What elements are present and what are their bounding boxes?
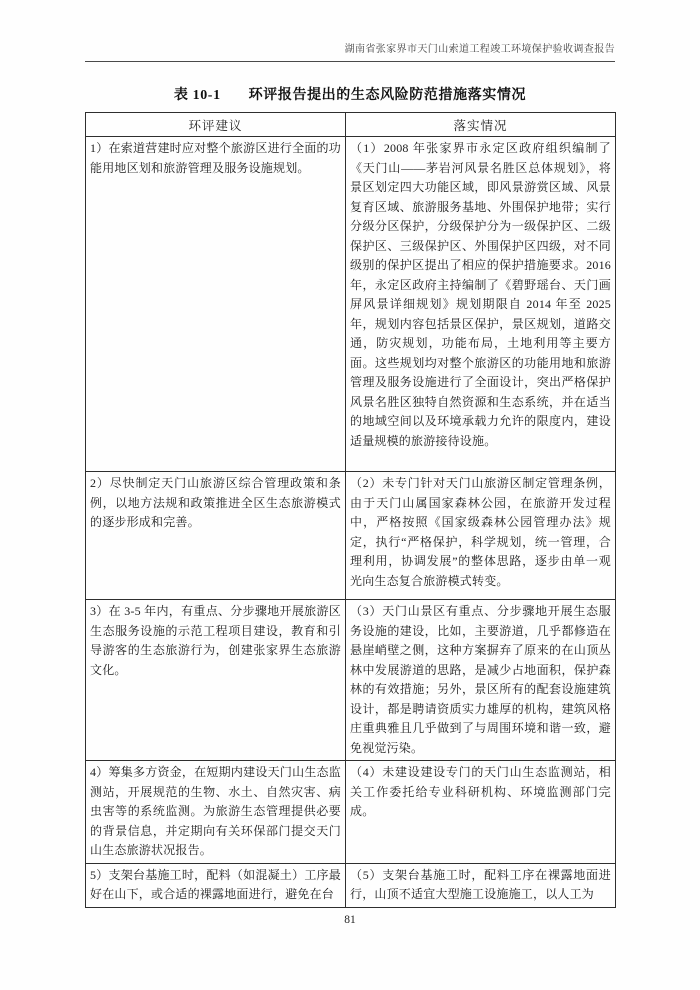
table-caption: 环评报告提出的生态风险防范措施落实情况 [248, 88, 527, 103]
running-header [85, 40, 615, 62]
suggestion-cell-1: 1）在索道营建时应对整个旅游区进行全面的功能用地区划和旅游管理及服务设施规划。 [86, 137, 346, 472]
table-row-2 [86, 472, 616, 600]
suggestion-cell-4: 4）筹集多方资金，在短期内建设天门山生态监测站，开展规范的生物、水土、自然灾害、病虫害等的系统监测。为旅游生态管理提供必要的背景信息，并定期向有关环保部门提交天门山生态旅游状况报告。 [86, 761, 346, 864]
table-header-row [86, 113, 616, 137]
table-row-3 [86, 600, 616, 761]
table-row-5 [86, 863, 616, 907]
implementation-cell-2: （2）未专门针对天门山旅游区制定管理条例，由于天门山属国家森林公园，在旅游开发过程中，严格按照《国家级森林公园管理办法》规定，执行“严格保护，科学规划，统一管理，合理利用，协调发展”的整体思路，逐步由单一观光向生态复合旅游模式转变。 [346, 472, 616, 600]
table-row-1 [86, 137, 616, 472]
implementation-cell-4: （4）未建设建设专门的天门山生态监测站，相关工作委托给专业科研机构、环境监测部门完成。 [346, 761, 616, 864]
table-title [0, 84, 700, 104]
implementation-cell-1: （1）2008 年张家界市永定区政府组织编制了《天门山——茅岩河风景名胜区总体规划》，将景区划定四大功能区域，即风景游赏区域、风景复育区域、旅游服务基地、外围保护地带；实行分级分区保护，分级保护分为一级保护区、二级保护区、三级保护区、外围保护区四级，对不同级别的保护区提出了相应的保护措施要求。2016 年，永定区政府主持编制了《碧野瑶台、天门画屏风景详细规划》规划期限自 2014 年至 2025 年，规划内容包括景区保护，景区规划，道路交通，防灾规划，功能布局，土地利用等主要方面。这些规划均对整个旅游区的功能用地和旅游管理及服务设施进行了全面设计，突出严格保护风景名胜区独特自然资源和生态系统，并在适当的地域空间以及环境承载力允许的限度内，建设适量规模的旅游接待设施。 [346, 137, 616, 472]
column-header-implementation: 落实情况 [346, 113, 616, 137]
page-number: 81 [344, 914, 356, 926]
suggestion-cell-5: 5）支架台基施工时，配料（如混凝土）工序最好在山下，或合适的裸露地面进行，避免在台 [86, 863, 346, 907]
suggestion-cell-3: 3）在 3-5 年内，有重点、分步骤地开展旅游区生态服务设施的示范工程项目建设，教育和引导游客的生态旅游行为，创建张家界生态旅游文化。 [86, 600, 346, 761]
column-header-suggestion: 环评建议 [86, 113, 346, 137]
table-row-4 [86, 761, 616, 864]
implementation-cell-3: （3）天门山景区有重点、分步骤地开展生态服务设施的建设，比如，主要游道，几乎都修造在悬崖峭壁之侧，这种方案摒弃了原来的在山顶丛林中发展游道的思路，是减少占地面积，保护森林的有效措施；另外，景区所有的配套设施建筑设计，都是聘请资质实力雄厚的机构，建筑风格庄重典雅且几乎做到了与周围环境和谐一致，避免视觉污染。 [346, 600, 616, 761]
table-number: 表 10-1 [173, 88, 221, 103]
implementation-cell-5: （5）支架台基施工时，配料工序在裸露地面进行，山顶不适宜大型施工设施施工，以人工为 [346, 863, 616, 907]
suggestion-cell-2: 2）尽快制定天门山旅游区综合管理政策和条例，以地方法规和政策推进全区生态旅游模式的逐步形成和完善。 [86, 472, 346, 600]
running-header-text: 湖南省张家界市天门山索道工程竣工环境保护验收调查报告 [344, 44, 615, 55]
measures-table [85, 112, 616, 908]
